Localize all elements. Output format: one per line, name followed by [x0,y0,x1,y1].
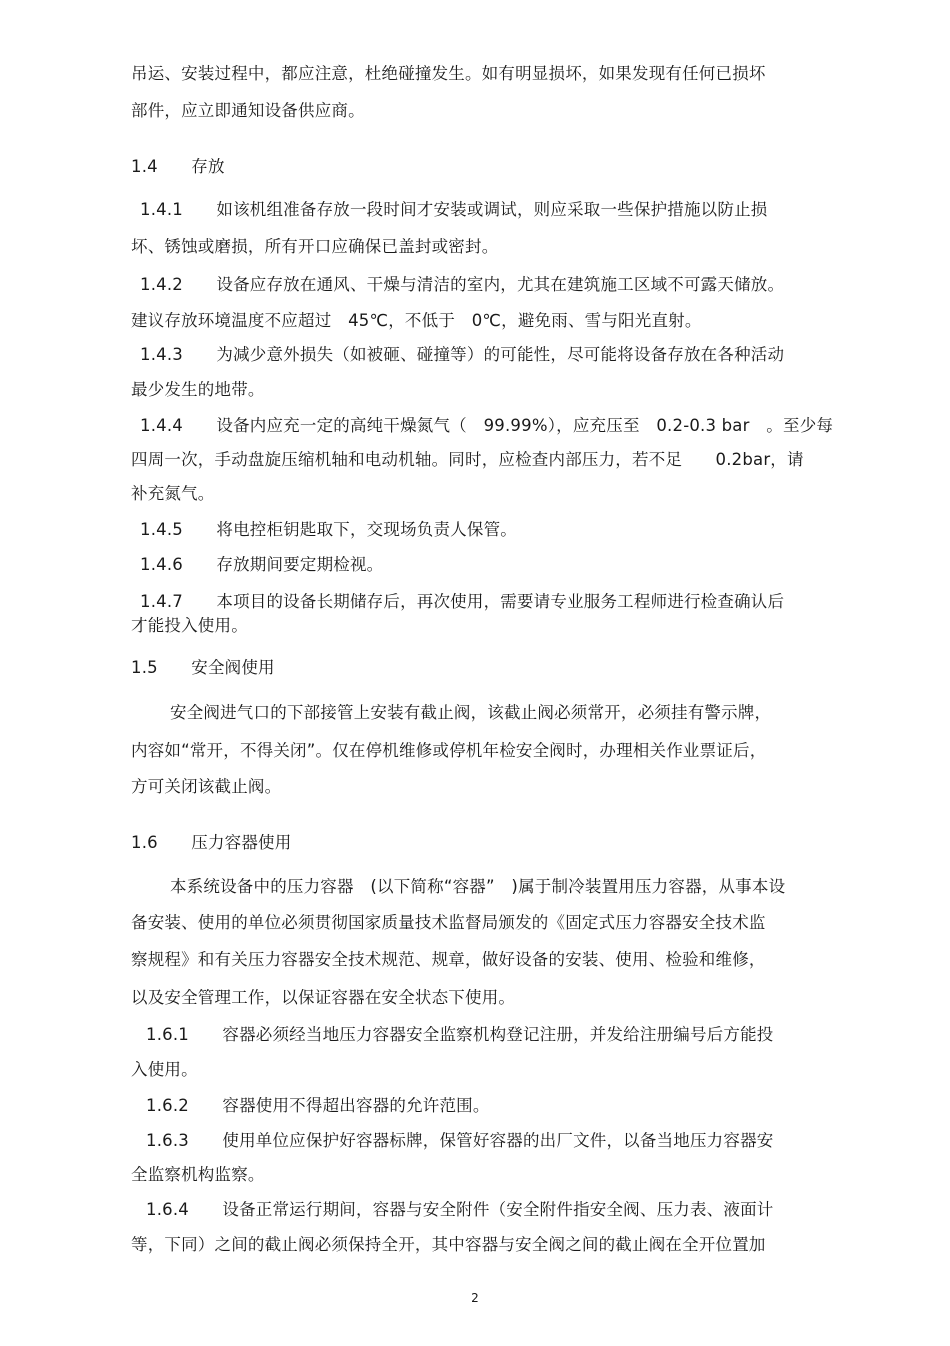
text-line: 以及安全管理工作，以保证容器在安全状态下使用。 [131,988,516,1007]
text-line: 最少发生的地带。 [131,380,265,399]
text-line: 坏、锈蚀或磨损，所有开口应确保已盖封或密封。 [131,237,499,256]
text-line: 1.4.7 本项目的设备长期储存后，再次使用，需要请专业服务工程师进行检查确认后 [140,592,785,611]
section-heading: 1.6 压力容器使用 [131,833,292,852]
text-line: 等，下同）之间的截止阀必须保持全开，其中容器与安全阀之间的截止阀在全开位置加 [131,1235,766,1254]
text-line: 察规程》和有关压力容器安全技术规范、规章，做好设备的安装、使用、检验和维修， [131,950,766,969]
text-line: 1.6.2 容器使用不得超出容器的允许范围。 [146,1096,490,1115]
text-line: 四周一次，手动盘旋压缩机轴和电动机轴。同时，应检查内部压力，若不足 0.2bar，请 [131,450,804,469]
text-line: 全监察机构监察。 [131,1165,265,1184]
text-line: 内容如“常开，不得关闭”。仅在停机维修或停机年检安全阀时，办理相关作业票证后， [131,741,767,760]
text-line: 吊运、安装过程中，都应注意，杜绝碰撞发生。如有明显损坏，如果发现有任何已损坏 [131,64,766,83]
section-heading: 1.4 存放 [131,157,225,176]
text-line: 才能投入使用。 [131,616,248,635]
text-line: 1.4.4 设备内应充一定的高纯干燥氮气（ 99.99%），应充压至 0.2-0.3 bar 。至少每 [140,416,834,435]
text-line: 备安装、使用的单位必须贯彻国家质量技术监督局颁发的《固定式压力容器安全技术监 [131,913,766,932]
text-line: 部件，应立即通知设备供应商。 [131,101,365,120]
text-line: 1.6.3 使用单位应保护好容器标牌，保管好容器的出厂文件，以备当地压力容器安 [146,1131,774,1150]
text-line: 建议存放环境温度不应超过 45℃，不低于 0℃，避免雨、雪与阳光直射。 [131,311,702,330]
text-line: 1.4.6 存放期间要定期检视。 [140,555,384,574]
text-line: 方可关闭该截止阀。 [131,777,282,796]
text-line: 安全阀进气口的下部接管上安装有截止阀，该截止阀必须常开，必须挂有警示牌， [170,703,772,722]
text-line: 1.4.3 为减少意外损失（如被砸、碰撞等）的可能性，尽可能将设备存放在各种活动 [140,345,785,364]
text-line: 本系统设备中的压力容器 (以下简称“容器” )属于制冷装置用压力容器，从事本设 [170,877,786,896]
text-line: 1.6.1 容器必须经当地压力容器安全监察机构登记注册，并发给注册编号后方能投 [146,1025,774,1044]
text-line: 入使用。 [131,1060,198,1079]
text-line: 1.4.1 如该机组准备存放一段时间才安装或调试，则应采取一些保护措施以防止损 [140,200,768,219]
text-line: 1.4.5 将电控柜钥匙取下，交现场负责人保管。 [140,520,517,539]
text-line: 补充氮气。 [131,484,215,503]
page-number: 2 [471,1291,479,1305]
text-line: 1.4.2 设备应存放在通风、干燥与清洁的室内，尤其在建筑施工区域不可露天储放。 [140,275,785,294]
section-heading: 1.5 安全阀使用 [131,658,275,677]
text-line: 1.6.4 设备正常运行期间，容器与安全附件（安全附件指安全阀、压力表、液面计 [146,1200,774,1219]
